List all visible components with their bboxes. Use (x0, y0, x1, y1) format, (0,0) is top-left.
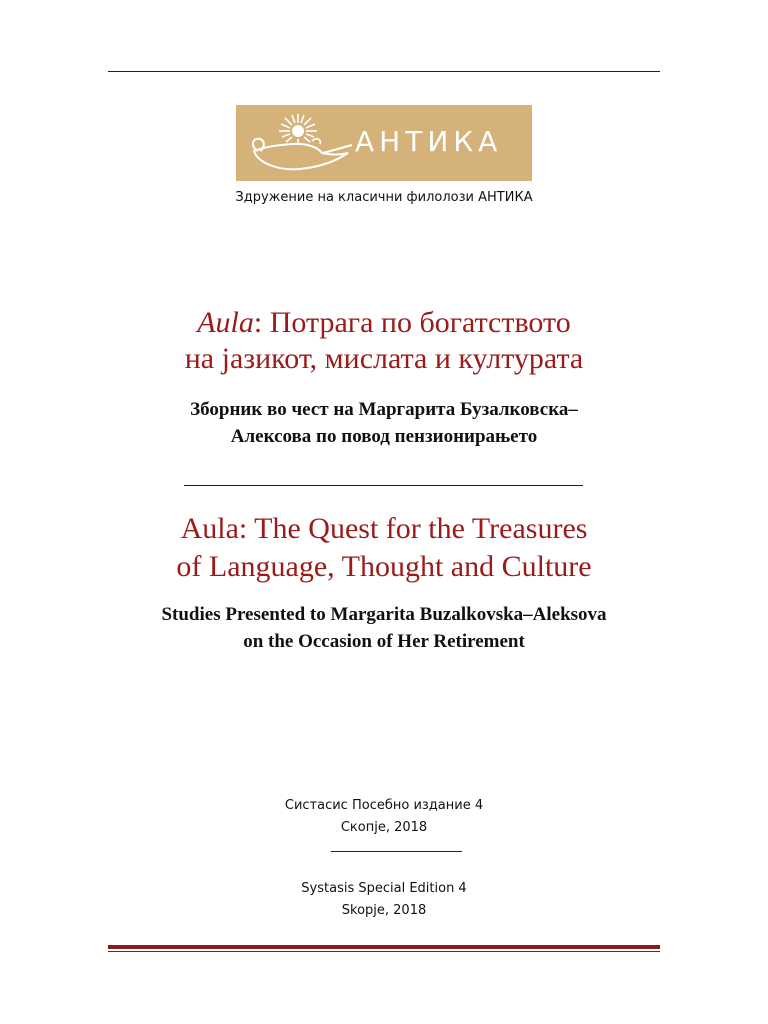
series-info-english (0, 878, 768, 922)
title-italic-word: Aula (197, 306, 254, 339)
oil-lamp-icon (248, 111, 356, 175)
macedonian-title-line1 (0, 305, 768, 341)
association-name: Здружение на класични филолози АНТИКА (235, 190, 533, 205)
english-subtitle-line2: on the Occasion of Her Retirement (243, 631, 525, 652)
antika-logo (236, 105, 532, 181)
macedonian-title (0, 305, 768, 377)
series-en-line2: Skopje, 2018 (341, 903, 427, 918)
series-divider (331, 851, 462, 852)
english-subtitle-line1: Studies Presented to Margarita Buzalkovska–Aleksova (161, 604, 607, 625)
english-title (0, 510, 768, 586)
series-mk-line1: Систасис Посебно издание 4 (284, 798, 484, 813)
logo-text: АНТИКА (355, 125, 503, 158)
series-info-macedonian (0, 795, 768, 839)
bottom-divider-thin (108, 951, 660, 952)
series-mk-line2: Скопје, 2018 (340, 820, 428, 835)
bottom-divider-thick (108, 945, 660, 949)
middle-divider (184, 485, 583, 486)
macedonian-title-line1-rest: : Потрага по богатството (253, 306, 571, 339)
series-en-line1: Systasis Special Edition 4 (301, 881, 467, 896)
macedonian-subtitle-line2: Алексова по повод пензионирањето (230, 426, 538, 447)
english-title-line1: Aula: The Quest for the Treasures (180, 512, 588, 545)
macedonian-subtitle (0, 396, 768, 450)
top-divider (108, 71, 660, 72)
english-subtitle (0, 601, 768, 655)
english-title-line2: of Language, Thought and Culture (176, 550, 592, 583)
macedonian-subtitle-line1: Зборник во чест на Маргарита Бузалковска– (190, 399, 578, 420)
macedonian-title-line2: на јазикот, мислата и културата (184, 342, 584, 375)
